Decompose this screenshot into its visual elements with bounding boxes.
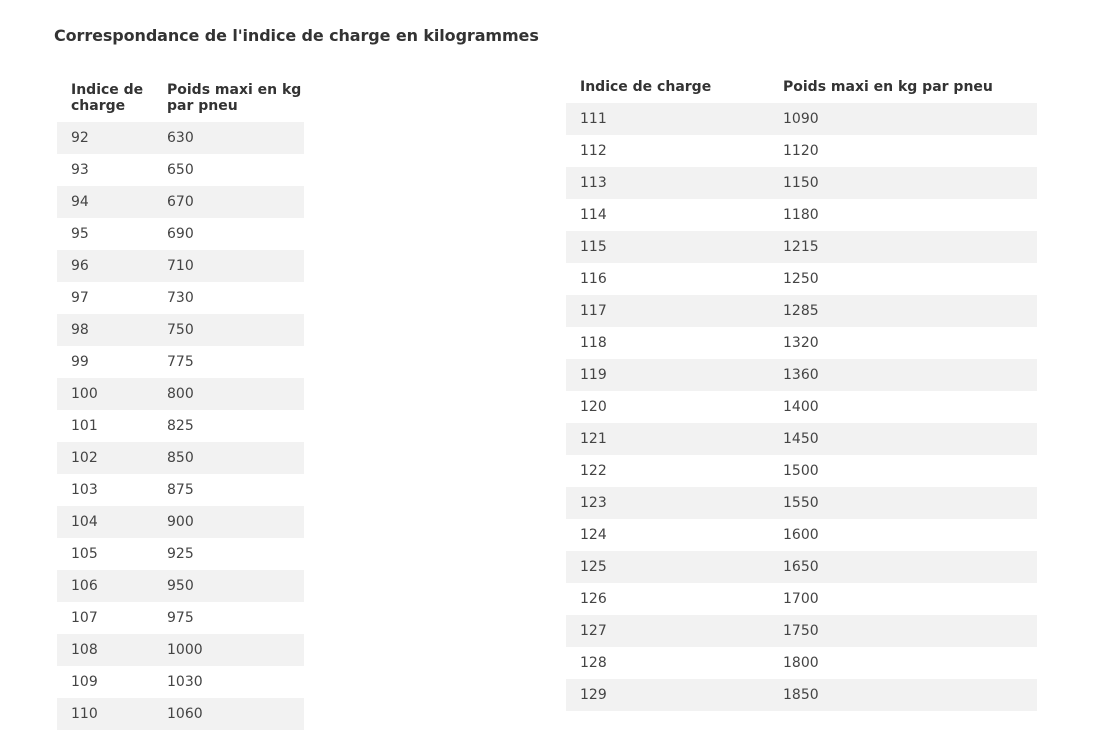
page-title: Correspondance de l'indice de charge en kilogrammes [54,26,539,45]
table-body [566,103,1037,711]
table-row [566,583,1037,615]
cell-max-weight: 1320 [769,327,1037,359]
table-row [566,455,1037,487]
table-body [57,122,304,730]
table-row [57,666,304,698]
table-row [57,122,304,154]
cell-load-index: 105 [57,538,153,570]
table-row [566,295,1037,327]
cell-max-weight: 1650 [769,551,1037,583]
table-row [566,231,1037,263]
cell-max-weight: 825 [153,410,304,442]
cell-max-weight: 650 [153,154,304,186]
cell-max-weight: 1000 [153,634,304,666]
table-header-row [566,79,1037,103]
table-row [57,698,304,730]
table-row [566,615,1037,647]
cell-load-index: 116 [566,263,769,295]
cell-max-weight: 875 [153,474,304,506]
cell-max-weight: 1360 [769,359,1037,391]
table-row [57,506,304,538]
load-index-table-right [566,79,1037,711]
cell-max-weight: 1750 [769,615,1037,647]
cell-max-weight: 925 [153,538,304,570]
cell-max-weight: 670 [153,186,304,218]
table-row [57,346,304,378]
cell-max-weight: 950 [153,570,304,602]
cell-load-index: 107 [57,602,153,634]
column-header-load-index: Indice de charge [71,82,144,114]
cell-load-index: 114 [566,199,769,231]
cell-max-weight: 1500 [769,455,1037,487]
cell-max-weight: 730 [153,282,304,314]
table-row [566,679,1037,711]
table-row [566,263,1037,295]
cell-load-index: 110 [57,698,153,730]
table-row [566,423,1037,455]
table-row [57,410,304,442]
table-row [566,647,1037,679]
cell-load-index: 97 [57,282,153,314]
cell-max-weight: 850 [153,442,304,474]
column-header-max-weight: Poids maxi en kg par pneu [783,79,993,95]
column-header-load-index: Indice de charge [580,79,712,95]
cell-load-index: 102 [57,442,153,474]
table-row [57,538,304,570]
cell-load-index: 124 [566,519,769,551]
cell-max-weight: 975 [153,602,304,634]
cell-load-index: 123 [566,487,769,519]
cell-load-index: 113 [566,167,769,199]
table-row [566,135,1037,167]
cell-max-weight: 1600 [769,519,1037,551]
table-row [57,314,304,346]
cell-load-index: 126 [566,583,769,615]
cell-max-weight: 900 [153,506,304,538]
cell-load-index: 125 [566,551,769,583]
cell-load-index: 121 [566,423,769,455]
cell-max-weight: 1090 [769,103,1037,135]
cell-load-index: 111 [566,103,769,135]
table-row [566,167,1037,199]
table-row [57,186,304,218]
cell-load-index: 115 [566,231,769,263]
cell-max-weight: 775 [153,346,304,378]
table-row [57,154,304,186]
cell-load-index: 93 [57,154,153,186]
table-row [57,602,304,634]
cell-load-index: 128 [566,647,769,679]
cell-max-weight: 1120 [769,135,1037,167]
cell-load-index: 96 [57,250,153,282]
cell-load-index: 98 [57,314,153,346]
cell-max-weight: 1030 [153,666,304,698]
column-header-max-weight: Poids maxi en kg par pneu [167,82,302,114]
load-index-table-left [57,82,304,730]
cell-max-weight: 750 [153,314,304,346]
cell-load-index: 108 [57,634,153,666]
table-header-row [57,82,304,122]
cell-max-weight: 1550 [769,487,1037,519]
cell-max-weight: 1285 [769,295,1037,327]
cell-load-index: 103 [57,474,153,506]
cell-load-index: 94 [57,186,153,218]
table-row [57,634,304,666]
table-row [566,519,1037,551]
table-row [566,327,1037,359]
table-row [566,103,1037,135]
table-row [57,282,304,314]
cell-max-weight: 1150 [769,167,1037,199]
cell-load-index: 120 [566,391,769,423]
cell-load-index: 92 [57,122,153,154]
cell-max-weight: 800 [153,378,304,410]
cell-load-index: 118 [566,327,769,359]
cell-load-index: 112 [566,135,769,167]
cell-load-index: 95 [57,218,153,250]
cell-load-index: 104 [57,506,153,538]
cell-max-weight: 690 [153,218,304,250]
cell-max-weight: 630 [153,122,304,154]
table-row [57,250,304,282]
cell-load-index: 106 [57,570,153,602]
cell-max-weight: 1250 [769,263,1037,295]
cell-load-index: 122 [566,455,769,487]
cell-load-index: 129 [566,679,769,711]
table-row [566,391,1037,423]
table-row [566,487,1037,519]
cell-max-weight: 1400 [769,391,1037,423]
cell-max-weight: 1800 [769,647,1037,679]
table-row [57,570,304,602]
table-row [566,359,1037,391]
cell-load-index: 100 [57,378,153,410]
table-row [57,474,304,506]
cell-load-index: 127 [566,615,769,647]
cell-max-weight: 1060 [153,698,304,730]
cell-load-index: 109 [57,666,153,698]
table-row [57,378,304,410]
table-row [566,551,1037,583]
cell-max-weight: 1215 [769,231,1037,263]
table-row [57,218,304,250]
table-row [57,442,304,474]
cell-load-index: 117 [566,295,769,327]
cell-max-weight: 1180 [769,199,1037,231]
cell-load-index: 119 [566,359,769,391]
cell-load-index: 101 [57,410,153,442]
table-row [566,199,1037,231]
cell-max-weight: 710 [153,250,304,282]
cell-max-weight: 1450 [769,423,1037,455]
cell-max-weight: 1700 [769,583,1037,615]
cell-load-index: 99 [57,346,153,378]
cell-max-weight: 1850 [769,679,1037,711]
